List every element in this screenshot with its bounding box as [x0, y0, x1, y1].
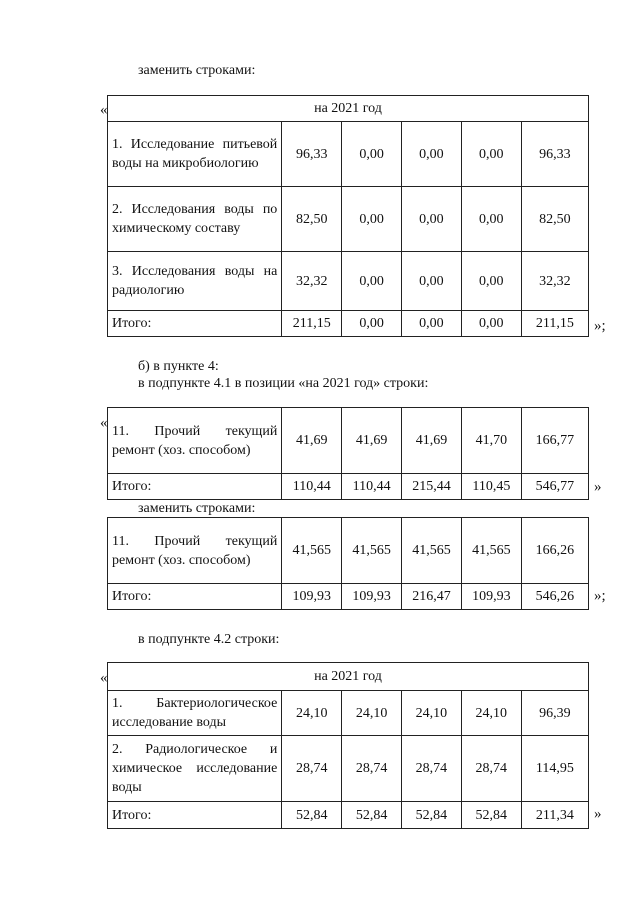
cell-value: 52,84 [402, 802, 462, 829]
table-2021-lab-tests [107, 662, 589, 829]
table-row [108, 518, 589, 584]
cell-value: 110,45 [461, 474, 521, 500]
cell-value: 28,74 [461, 736, 521, 802]
table-row-total [108, 584, 589, 610]
cell-value: 32,32 [521, 252, 588, 311]
replace-with-rows-text: заменить строками: [138, 63, 256, 78]
cell-value: 96,33 [282, 122, 342, 187]
subparagraph-4-2-text: в подпункте 4.2 строки: [138, 632, 280, 647]
table-row-total [108, 311, 589, 337]
close-quote: »; [594, 318, 606, 334]
cell-value: 96,33 [521, 122, 588, 187]
cell-value: 82,50 [282, 187, 342, 252]
cell-value: 109,93 [282, 584, 342, 610]
row-label: 11. Прочий текущий ремонт (хоз. способом) [108, 408, 282, 474]
cell-value: 110,44 [342, 474, 402, 500]
cell-value: 114,95 [521, 736, 588, 802]
cell-value: 0,00 [461, 252, 521, 311]
cell-value: 52,84 [282, 802, 342, 829]
cell-value: 166,77 [521, 408, 588, 474]
cell-value: 0,00 [402, 187, 462, 252]
cell-value: 24,10 [402, 691, 462, 736]
cell-value: 41,565 [402, 518, 462, 584]
cell-value: 96,39 [521, 691, 588, 736]
table-row [108, 187, 589, 252]
table-row [108, 122, 589, 187]
cell-value: 0,00 [402, 252, 462, 311]
cell-value: 82,50 [521, 187, 588, 252]
cell-value: 24,10 [342, 691, 402, 736]
cell-value: 28,74 [282, 736, 342, 802]
cell-value: 41,565 [461, 518, 521, 584]
cell-value: 0,00 [342, 252, 402, 311]
row-label: 2. Радиологическое и химическое исследование воды [108, 736, 282, 802]
cell-value: 52,84 [342, 802, 402, 829]
close-quote: » [594, 806, 602, 822]
cell-value: 215,44 [402, 474, 462, 500]
cell-value: 0,00 [342, 187, 402, 252]
cell-value: 546,77 [521, 474, 588, 500]
table-repair-old [107, 407, 589, 500]
row-label: Итого: [108, 474, 282, 500]
close-quote: » [594, 479, 602, 495]
cell-value: 0,00 [461, 122, 521, 187]
cell-value: 0,00 [342, 311, 402, 337]
cell-value: 0,00 [402, 122, 462, 187]
cell-value: 41,565 [282, 518, 342, 584]
cell-value: 32,32 [282, 252, 342, 311]
open-quote: « [100, 670, 108, 686]
cell-value: 41,69 [282, 408, 342, 474]
row-label: 11. Прочий текущий ремонт (хоз. способом) [108, 518, 282, 584]
cell-value: 28,74 [342, 736, 402, 802]
close-quote: »; [594, 588, 606, 604]
row-label: Итого: [108, 802, 282, 829]
row-label: Итого: [108, 584, 282, 610]
cell-value: 41,565 [342, 518, 402, 584]
cell-value: 0,00 [402, 311, 462, 337]
cell-value: 24,10 [461, 691, 521, 736]
table-2021-water-tests [107, 95, 589, 337]
cell-value: 24,10 [282, 691, 342, 736]
row-label: 3. Исследования воды на радиологию [108, 252, 282, 311]
table-row [108, 736, 589, 802]
cell-value: 0,00 [461, 187, 521, 252]
open-quote: « [100, 415, 108, 431]
table-row [108, 408, 589, 474]
cell-value: 211,34 [521, 802, 588, 829]
table-row-total [108, 802, 589, 829]
cell-value: 546,26 [521, 584, 588, 610]
cell-value: 0,00 [342, 122, 402, 187]
cell-value: 0,00 [461, 311, 521, 337]
replace-with-rows-text: заменить строками: [138, 501, 256, 516]
cell-value: 166,26 [521, 518, 588, 584]
cell-value: 41,70 [461, 408, 521, 474]
cell-value: 211,15 [282, 311, 342, 337]
table-row [108, 691, 589, 736]
cell-value: 41,69 [402, 408, 462, 474]
table-repair-new [107, 517, 589, 610]
row-label: 2. Исследования воды по химическому составу [108, 187, 282, 252]
cell-value: 52,84 [461, 802, 521, 829]
table-header-year: на 2021 год [108, 663, 589, 691]
row-label: 1. Бактериологическое исследование воды [108, 691, 282, 736]
row-label: Итого: [108, 311, 282, 337]
subparagraph-b-text: б) в пункте 4: [138, 359, 219, 374]
row-label: 1. Исследование питьевой воды на микробиологию [108, 122, 282, 187]
subparagraph-4-1-text: в подпункте 4.1 в позиции «на 2021 год» строки: [138, 376, 429, 391]
open-quote: « [100, 102, 108, 118]
table-row [108, 252, 589, 311]
table-row-total [108, 474, 589, 500]
table-header-year: на 2021 год [108, 96, 589, 122]
cell-value: 28,74 [402, 736, 462, 802]
cell-value: 109,93 [342, 584, 402, 610]
cell-value: 211,15 [521, 311, 588, 337]
cell-value: 216,47 [402, 584, 462, 610]
cell-value: 109,93 [461, 584, 521, 610]
cell-value: 41,69 [342, 408, 402, 474]
cell-value: 110,44 [282, 474, 342, 500]
